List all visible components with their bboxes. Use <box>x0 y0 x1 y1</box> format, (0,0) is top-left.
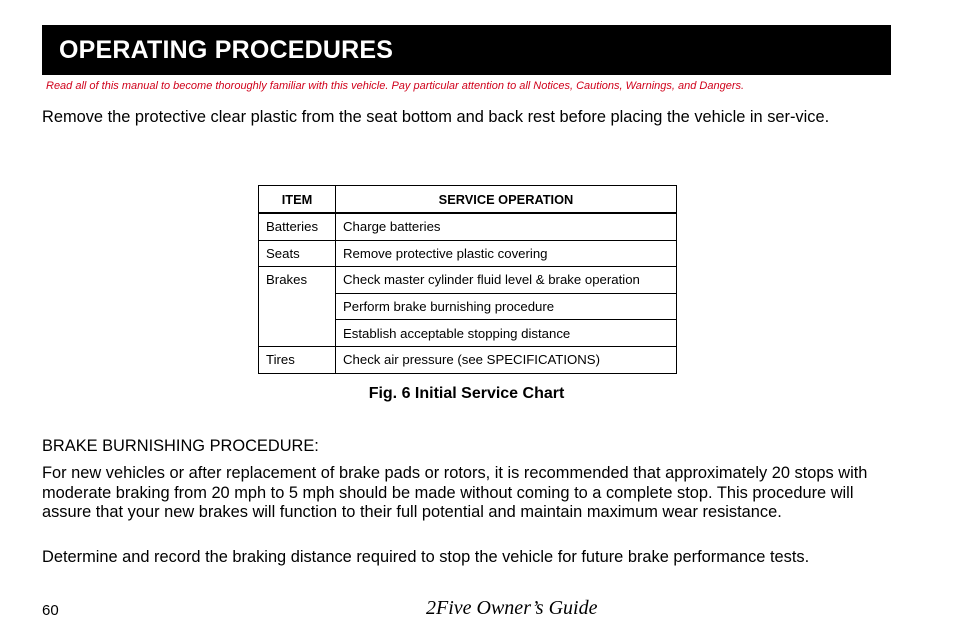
table-header-row <box>259 186 677 214</box>
burnishing-paragraph: For new vehicles or after replacement of brake pads or rotors, it is recommended that approximately 20 stops with moderate braking from 20 mph to 5 mph should be made without coming to a complete stop. This procedure will assure that your new brakes will function to their full potential and maintain maximum wear resistance. <box>42 464 868 521</box>
column-header-item: ITEM <box>259 186 336 214</box>
operation-cell: Perform brake burnishing procedure <box>336 293 677 320</box>
item-cell: Seats <box>259 240 336 267</box>
section-heading: BRAKE BURNISHING PROCEDURE: <box>42 437 319 455</box>
page-title-bar <box>42 25 891 75</box>
page-title: OPERATING PROCEDURES <box>59 36 394 64</box>
stopping-distance-paragraph: Determine and record the braking distance required to stop the vehicle for future brake performance tests. <box>42 548 810 566</box>
initial-service-chart <box>258 185 677 374</box>
operation-cell: Remove protective plastic covering <box>336 240 677 267</box>
table-row <box>259 240 677 267</box>
page-number: 60 <box>42 602 59 619</box>
figure-caption: Fig. 6 Initial Service Chart <box>368 385 565 402</box>
operation-cell: Establish acceptable stopping distance <box>336 320 677 347</box>
table-row <box>259 346 677 373</box>
operation-cell: Check master cylinder fluid level & brake operation <box>336 267 677 294</box>
operation-cell: Check air pressure (see SPECIFICATIONS) <box>336 346 677 373</box>
guide-title: 2Five Owner’s Guide <box>426 597 598 619</box>
intro-paragraph: Remove the protective clear plastic from the seat bottom and back rest before placing the vehicle in ser-vice. <box>42 108 830 126</box>
table-row <box>259 267 677 294</box>
item-cell: Batteries <box>259 213 336 240</box>
item-cell: Brakes <box>259 267 336 347</box>
safety-notice: Read all of this manual to become thoroughly familiar with this vehicle. Pay particular attention to all Notices, Cautions, Warnings, and Dangers. <box>46 80 745 92</box>
operation-cell: Charge batteries <box>336 213 677 240</box>
item-cell: Tires <box>259 346 336 373</box>
column-header-service-operation: SERVICE OPERATION <box>336 186 677 214</box>
table-row <box>259 213 677 240</box>
